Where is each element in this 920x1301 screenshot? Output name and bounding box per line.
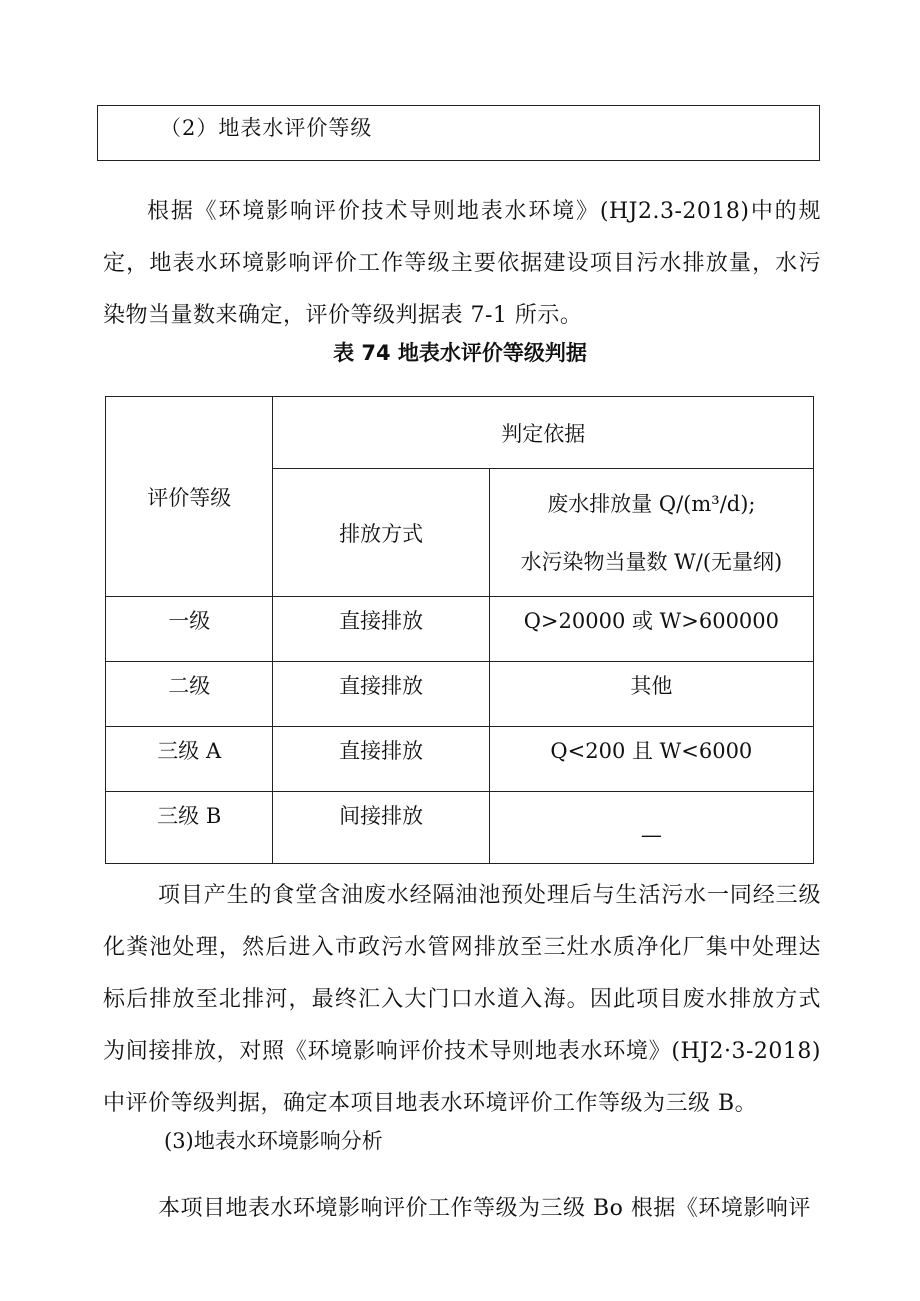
row-rule: — <box>640 822 662 847</box>
header-rule-line2: 水污染物当量数 W/(无量纲) <box>520 549 783 574</box>
header-grade-text: 评价等级 <box>147 485 232 510</box>
intro-paragraph: 根据《环境影响评价技术导则地表水环境》(HJ2.3-2018)中的规定，地表水环境影响评价工作等级主要依据建设项目污水排放量，水污染物当量数来确定，评价等级判据表 7-1 所示。 <box>103 199 821 328</box>
header-rule <box>489 469 813 597</box>
sub-heading: (3)地表水环境影响分析 <box>164 1129 383 1153</box>
row-method: 直接排放 <box>339 609 424 633</box>
header-basis-text: 判定依据 <box>501 421 586 446</box>
table-caption: 表 74 地表水评价等级判据 <box>333 341 587 365</box>
row-grade: 三级 B <box>157 804 222 828</box>
header-rule-line1: 废水排放量 Q/(m³/d); <box>547 491 756 516</box>
continuation-paragraph: 本项目地表水环境影响评价工作等级为三级 Bo 根据《环境影响评 <box>158 1196 811 1221</box>
row-grade: 二级 <box>168 674 211 698</box>
row-grade: 一级 <box>168 609 211 633</box>
analysis-paragraph: 项目产生的食堂含油废水经隔油池预处理后与生活污水一同经三级化粪池处理，然后进入市政污水管网排放至三灶水质净化厂集中处理达标后排放至北排河，最终汇入大门口水道入海。因此项目废水排放方式为间接排放，对照《环境影响评价技术导则地表水环境》(HJ2·3-2018)中评价等级判据，确定本项目地表水环境评价工作等级为三级 B。 <box>103 883 821 1116</box>
header-basis <box>273 397 814 469</box>
row-rule: Q>20000 或 W>600000 <box>523 609 780 633</box>
table-row <box>106 792 814 864</box>
header-method-text: 排放方式 <box>339 521 424 546</box>
table-row <box>106 662 814 727</box>
row-method: 间接排放 <box>339 804 424 828</box>
section-heading: （2）地表水评价等级 <box>160 116 373 140</box>
table-row <box>106 597 814 662</box>
section-heading-box <box>97 105 820 161</box>
header-grade <box>106 397 273 597</box>
row-method: 直接排放 <box>339 739 424 763</box>
row-method: 直接排放 <box>339 674 424 698</box>
grade-table <box>105 396 814 864</box>
row-rule: Q<200 且 W<6000 <box>550 739 753 763</box>
row-grade: 三级 A <box>157 739 222 763</box>
row-rule: 其他 <box>630 674 673 698</box>
header-method <box>273 469 489 597</box>
table-row <box>106 727 814 792</box>
